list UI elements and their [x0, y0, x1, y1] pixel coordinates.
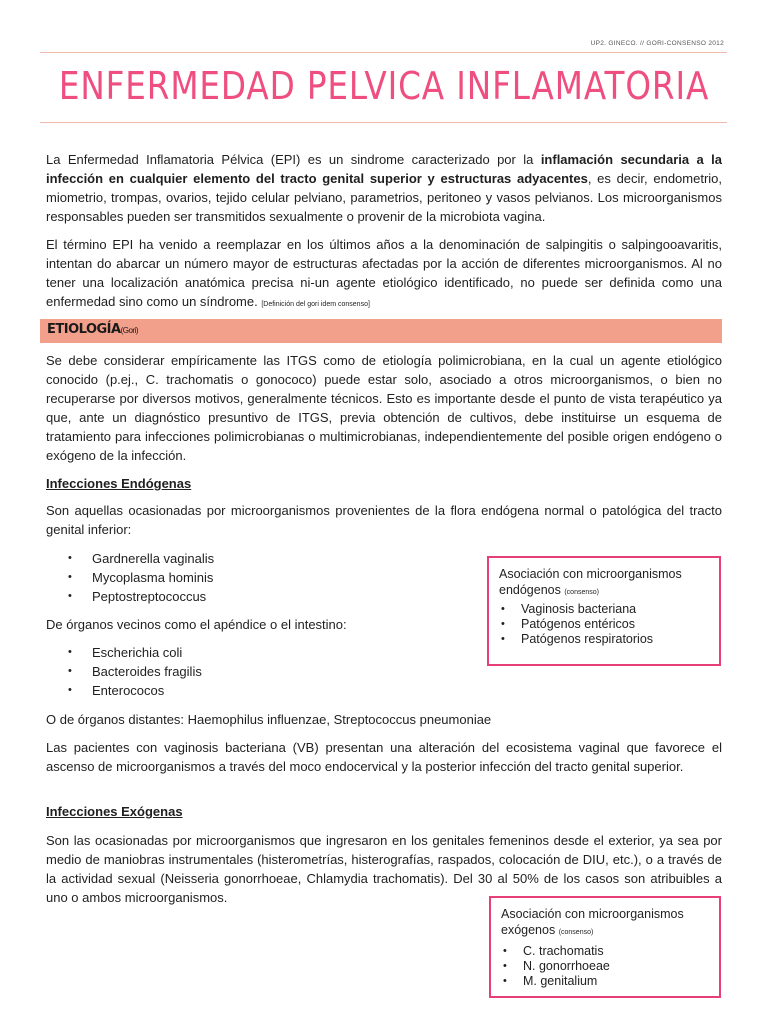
section-title-etiologia — [47, 322, 138, 337]
box-endogenos-list — [499, 602, 653, 647]
page-title: ENFERMEDAD PELVICA INFLAMATORIA — [58, 64, 710, 108]
intro-paragraph-1 — [46, 150, 722, 226]
intro-p2-text: El término EPI ha venido a reemplazar en los últimos años a la denominación de salpingitis o salpingooavaritis, intentan do abarcar un número mayor de estructuras afectadas por la acción de diferentes microorganismos. Al no tener una localización anatómica precisa ni-un agente etiológico identificado, no puede ser definida como una enfermedad sino como un síndrome. — [46, 237, 722, 309]
endogenas-paragraph-1: Son aquellas ocasionadas por microorganismos provenientes de la flora endógena normal o patológica del tracto genital inferior: — [46, 503, 722, 537]
list-item: • Vaginosis bacteriana — [499, 602, 653, 617]
intro-paragraph-2 — [46, 235, 722, 314]
list-item: • Patógenos entéricos — [499, 617, 653, 632]
endogenas-paragraph-2: De órganos vecinos como el apéndice o el intestino: — [46, 617, 347, 632]
list-item: • Patógenos respiratorios — [499, 632, 653, 647]
box-endogenos-title-line2: endógenos — [499, 583, 565, 597]
box-exogenos-title-line2: exógenos — [501, 923, 559, 937]
list-item: • Bacteroides fragilis — [46, 662, 202, 681]
list-item: • N. gonorrhoeae — [501, 959, 610, 974]
section-bar-etiologia — [40, 319, 722, 343]
endogenas-paragraph-3: O de órganos distantes: Haemophilus influenzae, Streptococcus pneumoniae — [46, 712, 492, 727]
etiologia-source: (Gori) — [120, 326, 139, 335]
box-endogenos-source: (consenso) — [564, 589, 599, 596]
intro-p1-start: La Enfermedad Inflamatoria Pélvica (EPI) es un sindrome caracterizado por la — [46, 152, 541, 167]
box-exogenos — [489, 896, 721, 998]
intro-p2-note: [Definición del gori idem consenso] — [261, 301, 370, 308]
list-item: • Escherichia coli — [46, 643, 202, 662]
box-endogenos-title-line1: Asociación con microorganismos — [499, 567, 682, 581]
list-item: • C. trachomatis — [501, 944, 610, 959]
etiologia-paragraph: Se debe considerar empíricamente las ITGS como de etiología polimicrobiana, en la cual un agente etiológico conocido (p.ej., C. trachomatis o gonococo) puede estar solo, asociado a otros microorganismos, o bien no recuperarse por diversos motivos, generalmente técnicos. Esto es importante desde el punto de vista terapéutico ya que, ante un diagnóstico presuntivo de ITGS, previa obtención de cultivos, debe instituirse un esquema de tratamiento para infecciones polimicrobianas o multimicrobianas, independientemente del posible origen endógeno o exógeno de la infección. — [46, 353, 722, 463]
list-item: • Mycoplasma hominis — [46, 568, 214, 587]
endogenas-list-2 — [46, 643, 202, 700]
box-exogenos-title — [501, 906, 684, 941]
intro-p1-bold: inflamación secundaria a la infección en cualquier elemento del tracto genital superior y estructuras adyacentes — [46, 152, 722, 186]
endogenas-paragraph-4: Las pacientes con vaginosis bacteriana (VB) presentan una alteración del ecosistema vaginal que favorece el ascenso de microorganismos a través del moco endocervical y la posterior infección del tracto genital superior. — [46, 740, 722, 774]
endogenas-list-1 — [46, 549, 214, 606]
box-exogenos-source: (consenso) — [558, 929, 594, 936]
box-exogenos-title-line1: Asociación con microorganismos — [501, 907, 684, 921]
list-item: • Enterococos — [46, 681, 202, 700]
heading-endogenas: Infecciones Endógenas — [46, 476, 192, 491]
box-endogenos — [487, 556, 721, 666]
box-endogenos-title — [499, 566, 682, 601]
box-exogenos-list — [501, 944, 610, 989]
etiologia-title-text: ETIOLOGÍA — [47, 322, 121, 337]
intro-p1-end: , es decir, endometrio, miometrio, trompas, ovarios, tejido celular pelviano, parametrios, peritoneo y vasos pelvianos. Los microorganismos responsables pueden ser transmitidos sexualmente o provenir de la microbiota vagina. — [46, 171, 723, 224]
header-rule-top — [40, 52, 727, 53]
list-item: • M. genitalium — [501, 974, 610, 989]
list-item: • Gardnerella vaginalis — [46, 549, 214, 568]
header-meta: UP2. GINECO. // GORI-CONSENSO 2012 — [590, 40, 724, 47]
heading-exogenas: Infecciones Exógenas — [46, 804, 183, 819]
exogenas-paragraph: Son las ocasionadas por microorganismos que ingresaron en los genitales femeninos desde el exterior, ya sea por medio de maniobras instrumentales (histerometrías, histerografías, raspados, colocación de DIU, etc.), o a través de la actividad sexual (Neisseria gonorrhoeae, Chlamydia trachomatis). Del 30 al 50% de los casos son atribuibles a uno o ambos microorganismos. — [46, 833, 722, 905]
header-rule-bottom — [40, 122, 727, 123]
list-item: • Peptostreptococcus — [46, 587, 214, 606]
